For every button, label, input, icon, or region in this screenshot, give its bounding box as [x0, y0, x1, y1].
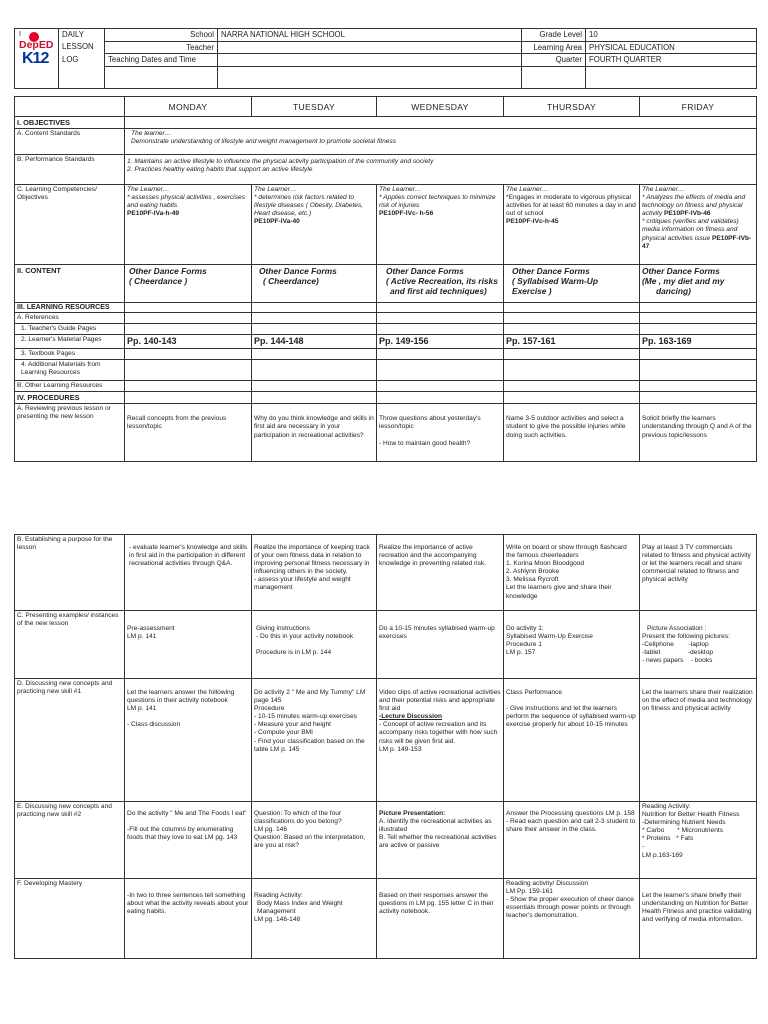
learner-pages-monday: Pp. 140-143 — [125, 335, 252, 349]
day-header-wednesday: WEDNESDAY — [377, 97, 504, 117]
cell-line: - Do this in your activity notebook — [256, 633, 354, 641]
cell-line: Question: Based on the interpretation, are you at risk? — [254, 834, 366, 850]
textbook-label: 3. Textbook Pages — [15, 349, 125, 360]
cell-line: LM p. 149-153 — [379, 745, 422, 753]
procedure-a-monday — [125, 404, 252, 462]
procedure-e-wednesday — [377, 802, 504, 879]
cell-line: - Concept of active recreation and its accompany risks together with how such risks will be given first aid. — [379, 721, 498, 745]
cell-line: B. Tell whether the recreational activities are active or passive — [379, 834, 497, 850]
performance-standards-line-2: 2. Practices healthy eating habits that support an active lifestyle — [127, 166, 313, 174]
cell-line: LM Pp. 159-161 — [506, 888, 553, 896]
learner-material-label: 2. Learner's Material Pages — [15, 335, 125, 349]
cell-line: Video clips of active recreational activities and their potential risks and appropriate first aid — [379, 689, 501, 713]
cell-line: Answer the Processing questions LM p. 158 — [506, 810, 635, 817]
day-header-tuesday: TUESDAY — [252, 97, 377, 117]
procedure-c-wednesday — [377, 611, 504, 679]
competency-code: PE10PF-IVc- h-56 — [379, 210, 434, 218]
content-standards-line-1: The learner… — [131, 130, 172, 137]
roman-numeral: I — [19, 31, 21, 38]
log-title-log: LOG — [59, 54, 105, 67]
content-friday — [640, 265, 757, 303]
cell-line: - Measure your and height — [254, 721, 331, 729]
cell-line: - Find your classification based on the table LM p. 145 — [254, 737, 365, 753]
competency-monday — [125, 185, 252, 265]
cell-line: - Show the proper execution of cheer dance essentials through power points or through teacher's demonstration. — [506, 896, 634, 920]
cell-line: LM pg. 146 — [254, 826, 287, 834]
other-resources-label: B. Other Learning Resources — [15, 381, 125, 392]
performance-standards-label: B. Performance Standards — [15, 155, 125, 185]
procedure-d-tuesday — [252, 679, 377, 802]
learner-pages-tuesday: Pp. 144-148 — [252, 335, 377, 349]
cell-line: - — [642, 843, 645, 851]
content-thursday — [504, 265, 640, 303]
cell-line: - Class discussion — [127, 721, 181, 729]
procedure-b-wednesday — [377, 535, 504, 611]
cell-line: LM p. 141 — [127, 633, 157, 641]
cell-line: Realize the importance of keeping track of your own fitness data in relation to improving personal fitness necessary in influencing others in the society. — [254, 544, 370, 576]
procedure-f-monday — [125, 879, 252, 959]
competency-intro: The Learner… — [254, 186, 297, 193]
cell-line: LM p. 157 — [506, 649, 536, 657]
procedure-e-friday — [640, 802, 757, 879]
cell-line: Picture Presentation: — [379, 810, 446, 817]
logo-text-deped: DepED — [19, 39, 54, 51]
competency-intro: The Learner… — [379, 186, 422, 193]
cell-line: Question: To which of the four classifications do you belong? — [254, 810, 342, 826]
competency-text: * Analyzes the effects of media and technology on fitness and physical activity — [642, 194, 746, 218]
content-line: Other Dance Forms — [512, 266, 590, 276]
cell-line: Syllabised Warm-Up Exercise — [506, 633, 593, 641]
cell-line: Present the following pictures: — [642, 633, 730, 641]
cell-line: Play at least 3 TV commercials related to fitness and physical activity or let the learners recall and share commercial related to fitness and physical activity — [642, 544, 751, 584]
procedure-c-friday — [640, 611, 757, 679]
cell-line: - news papers - books — [642, 657, 713, 665]
day-header-friday: FRIDAY — [640, 97, 757, 117]
procedure-a-tuesday — [252, 404, 377, 462]
cell-line: Do the activity " Me and The Foods I eat" — [127, 810, 247, 817]
learner-pages-wednesday: Pp. 149-156 — [377, 335, 504, 349]
competency-text: * assesses physical activities , exercises and eating habits — [127, 194, 245, 210]
school-label: School — [105, 29, 218, 42]
cell-line: Reading activity/ Discussion — [506, 880, 589, 887]
cell-line: Pre-assessment — [127, 625, 175, 632]
cell-line: Let the learners give and share their knowledge — [506, 584, 612, 600]
competency-code: PE10PF-IVa-40 — [254, 218, 300, 226]
competencies-label: C. Learning Competencies/ Objectives — [15, 185, 125, 265]
procedure-c-thursday — [504, 611, 640, 679]
procedure-b-monday — [125, 535, 252, 611]
competency-code: PE10PF-IVc-h-45 — [506, 218, 559, 226]
cell-line: Procedure — [254, 705, 285, 713]
competency-wednesday — [377, 185, 504, 265]
content-line: ( Cheerdance ) — [129, 276, 188, 286]
cell-line: -tablet -desktop — [642, 649, 714, 657]
cell-line: Name 3-5 outdoor activities and select a student to give the possible injuries while doing such activities. — [506, 415, 626, 439]
cell-line — [506, 697, 637, 705]
teacher-value — [218, 41, 522, 54]
cell-line: Let the learners share their realization on the effect of media and technology on fitness and physical activity — [642, 689, 753, 713]
cell-line: -Cellphone -laptop — [642, 641, 709, 649]
cell-line: Let the learners answer the following questions in their activity notebook — [127, 689, 235, 705]
cell-line: LM pg. 146-148 — [254, 916, 301, 924]
content-line: (Me , my diet and my — [642, 276, 725, 286]
grade-value: 10 — [586, 29, 757, 42]
cell-line: * Carbo * Micronutrients — [642, 827, 723, 835]
cell-line: Picture Association : — [647, 625, 707, 632]
learner-pages-friday: Pp. 163-169 — [640, 335, 757, 349]
learner-pages-thursday: Pp. 157-161 — [504, 335, 640, 349]
teacher-label: Teacher — [105, 41, 218, 54]
content-tuesday — [252, 265, 377, 303]
cell-line: A. Identify the recreational activities as illustrated — [379, 818, 492, 834]
cell-line: Reading Activity: — [254, 892, 303, 899]
procedure-f-tuesday — [252, 879, 377, 959]
procedure-e-tuesday — [252, 802, 377, 879]
cell-line: - assess your lifestyle and weight management — [254, 576, 351, 592]
logo-text-k12: K12 — [22, 50, 49, 67]
cell-line: Based on their responses answer the questions in LM pg. 155 letter C in their activity notebook. — [379, 892, 494, 916]
competency-code: PE10PF-IVa-h-49 — [127, 210, 180, 218]
cell-line: -Determining Nutrient Needs — [642, 819, 726, 827]
cell-line: - Read each question and call 2-3 student to share their answer in the class. — [506, 818, 636, 834]
cell-line: - 10-15 minutes warm-up exercises — [254, 713, 357, 721]
cell-line: Realize the importance of active recreation and the accompanying knowledge in preventing related risk. — [379, 544, 487, 568]
competency-intro: The Learner… — [642, 186, 685, 193]
additional-materials-label: 4. Additional Materials from Learning Resources — [15, 360, 125, 381]
content-standards-label: A. Content Standards — [15, 129, 125, 155]
procedure-b-label: B. Establishing a purpose for the lesson — [15, 535, 125, 611]
content-line: Other Dance Forms — [642, 266, 720, 276]
lesson-table-page-2 — [14, 534, 757, 959]
competency-intro: The Learner… — [506, 186, 549, 193]
cell-line: 2. Ashlynn Brooke — [506, 568, 560, 576]
competency-text-2: * critiques (verifies and validates) media information on fitness and physical activities issue — [642, 218, 739, 242]
cell-line — [127, 818, 249, 826]
procedure-c-monday — [125, 611, 252, 679]
procedure-f-label: F. Developing Mastery — [15, 879, 125, 959]
cell-line: - How to maintain good health? — [379, 439, 471, 447]
content-label: II. CONTENT — [15, 265, 125, 303]
cell-line: -In two to three sentences tell something about what the activity reveals about your eating habits. — [127, 892, 249, 916]
cell-line: Nutrition for Better Health Fitness — [642, 811, 740, 819]
cell-line: Solicit briefly the learners understanding through Q and A of the previous topic/lessons — [642, 415, 752, 439]
log-title-lesson: LESSON — [59, 41, 105, 54]
cell-line: Do activity 1: — [506, 625, 544, 632]
content-line: Other Dance Forms — [259, 266, 337, 276]
objectives-label: I. OBJECTIVES — [15, 117, 125, 129]
cell-line: Giving instructions — [256, 625, 310, 632]
content-line: dancing) — [656, 286, 691, 296]
procedure-d-label: D. Discussing new concepts and practicing new skill #1 — [15, 679, 125, 802]
competency-friday — [640, 185, 757, 265]
cell-line: Do a 10-15 minutes syllabised warm-up exercises — [379, 625, 495, 641]
competency-tuesday — [252, 185, 377, 265]
content-wednesday — [377, 265, 504, 303]
procedure-b-tuesday — [252, 535, 377, 611]
content-line: Exercise ) — [512, 286, 552, 296]
cell-line: Procedure 1 — [506, 641, 542, 649]
cell-line: Procedure is in LM p. 144 — [256, 649, 332, 657]
cell-line: * Proteins * Fats — [642, 835, 694, 843]
cell-line: - evaluate learner's knowledge and skills in first aid in the participation in different recreational activities through Q&A. — [129, 544, 248, 568]
cell-line: Reading Activity: — [642, 803, 691, 810]
procedures-label: IV. PROCEDURES — [15, 392, 125, 404]
resources-label: III. LEARNING RESOURCES — [15, 303, 125, 313]
procedure-e-monday — [125, 802, 252, 879]
procedure-a-wednesday — [377, 404, 504, 462]
cell-line: Recall concepts from the previous lesson/topic — [127, 415, 227, 431]
procedure-d-monday — [125, 679, 252, 802]
procedure-e-label: E. Discussing new concepts and practicing new skill #2 — [15, 802, 125, 879]
cell-line: -Lecture Discussion — [379, 713, 443, 721]
content-line: and first aid techniques) — [390, 286, 487, 296]
quarter-label: Quarter — [522, 54, 586, 67]
competency-intro: The Learner… — [127, 186, 170, 193]
school-value: NARRA NATIONAL HIGH SCHOOL — [218, 29, 522, 42]
dates-value — [218, 54, 522, 67]
procedure-a-thursday — [504, 404, 640, 462]
teacher-guide-label: 1. Teacher's Guide Pages — [15, 324, 125, 335]
lesson-table-page-1 — [14, 96, 757, 462]
competency-text: * determines risk factors related to lifestyle diseases ( Obesity, Diabetes, Heart disease, etc.) — [254, 194, 364, 218]
competency-code-2: PE10PF-IVb-47 — [642, 234, 752, 250]
procedure-a-label: A. Reviewing previous lesson or presenting the new lesson — [15, 404, 125, 462]
competency-thursday — [504, 185, 640, 265]
cell-line: Body Mass Index and Weight Management — [257, 900, 343, 916]
cell-line — [127, 713, 249, 721]
deped-logo — [15, 29, 59, 89]
cell-line: - Compute your BMI — [254, 729, 313, 737]
content-line: Other Dance Forms — [386, 266, 464, 276]
procedure-d-thursday — [504, 679, 640, 802]
procedure-c-label: C. Presenting examples/ instances of the new lesson — [15, 611, 125, 679]
competency-text: *Engages in moderate to vigorous physical activities for at least 60 minutes a day in and out of school — [506, 194, 636, 218]
content-line: Other Dance Forms — [129, 266, 207, 276]
cell-line: - Give instructions and let the learners perform the sequence of syllabised warm-up exercise properly for about 10-15 minutes — [506, 705, 636, 729]
quarter-value: FOURTH QUARTER — [586, 54, 757, 67]
cell-line: Let the learner's share briefly their understanding on Nutrition for Better Health Fitness and practice validating and verifying of media information. — [642, 892, 752, 924]
content-standards-line-2: Demonstrate understanding of lifestyle and weight management to promote societal fitness — [131, 138, 396, 146]
day-header-monday: MONDAY — [125, 97, 252, 117]
log-title-daily: DAILY — [59, 29, 105, 42]
header-table — [14, 28, 757, 89]
references-label: A. References — [15, 313, 125, 324]
cell-line: Class Performance — [506, 689, 563, 696]
cell-line — [256, 641, 374, 649]
procedure-d-friday — [640, 679, 757, 802]
content-line: ( Active Recreation, its risks — [386, 276, 498, 286]
content-line: ( Cheerdance) — [263, 276, 319, 286]
cell-line: LM p.163-169 — [642, 851, 683, 859]
cell-line: Why do you think knowledge and skills in first aid are necessary in your participation in recreational activities? — [254, 415, 374, 439]
grade-label: Grade Level — [522, 29, 586, 42]
content-line: ( Syllabised Warm-Up — [512, 276, 598, 286]
procedure-c-tuesday — [252, 611, 377, 679]
dates-label: Teaching Dates and Time — [105, 54, 218, 67]
performance-standards-line-1: 1. Maintains an active lifestyle to influence the physical activity participation of the community and society — [127, 158, 434, 165]
procedure-b-friday — [640, 535, 757, 611]
area-label: Learning Area — [522, 41, 586, 54]
cell-line: Throw questions about yesterday's lesson/topic — [379, 415, 481, 431]
day-header-thursday: THURSDAY — [504, 97, 640, 117]
cell-line: LM p. 141 — [127, 705, 157, 713]
cell-line: 3. Melissa Rycroft — [506, 576, 559, 584]
cell-line: -Fill out the columns by enumerating foods that they love to eat LM pg. 143 — [127, 826, 238, 842]
procedure-f-friday — [640, 879, 757, 959]
procedure-f-thursday — [504, 879, 640, 959]
procedure-e-thursday — [504, 802, 640, 879]
competency-text: * Applies correct techniques to minimize risk of injuries — [379, 194, 496, 210]
cell-line: 1. Korina Moon Bloodgood — [506, 560, 585, 568]
content-monday — [125, 265, 252, 303]
cell-line — [379, 432, 501, 440]
cell-line: Do activity 2 " Me and My Tummy" LM page 145 — [254, 689, 366, 705]
cell-line: Write on board or show through flashcard the famous cheerleaders — [506, 544, 627, 560]
procedure-a-friday — [640, 404, 757, 462]
procedure-f-wednesday — [377, 879, 504, 959]
competency-code: PE10PF-IVb-46 — [664, 210, 711, 218]
area-value: PHYSICAL EDUCATION — [586, 41, 757, 54]
procedure-d-wednesday — [377, 679, 504, 802]
procedure-b-thursday — [504, 535, 640, 611]
